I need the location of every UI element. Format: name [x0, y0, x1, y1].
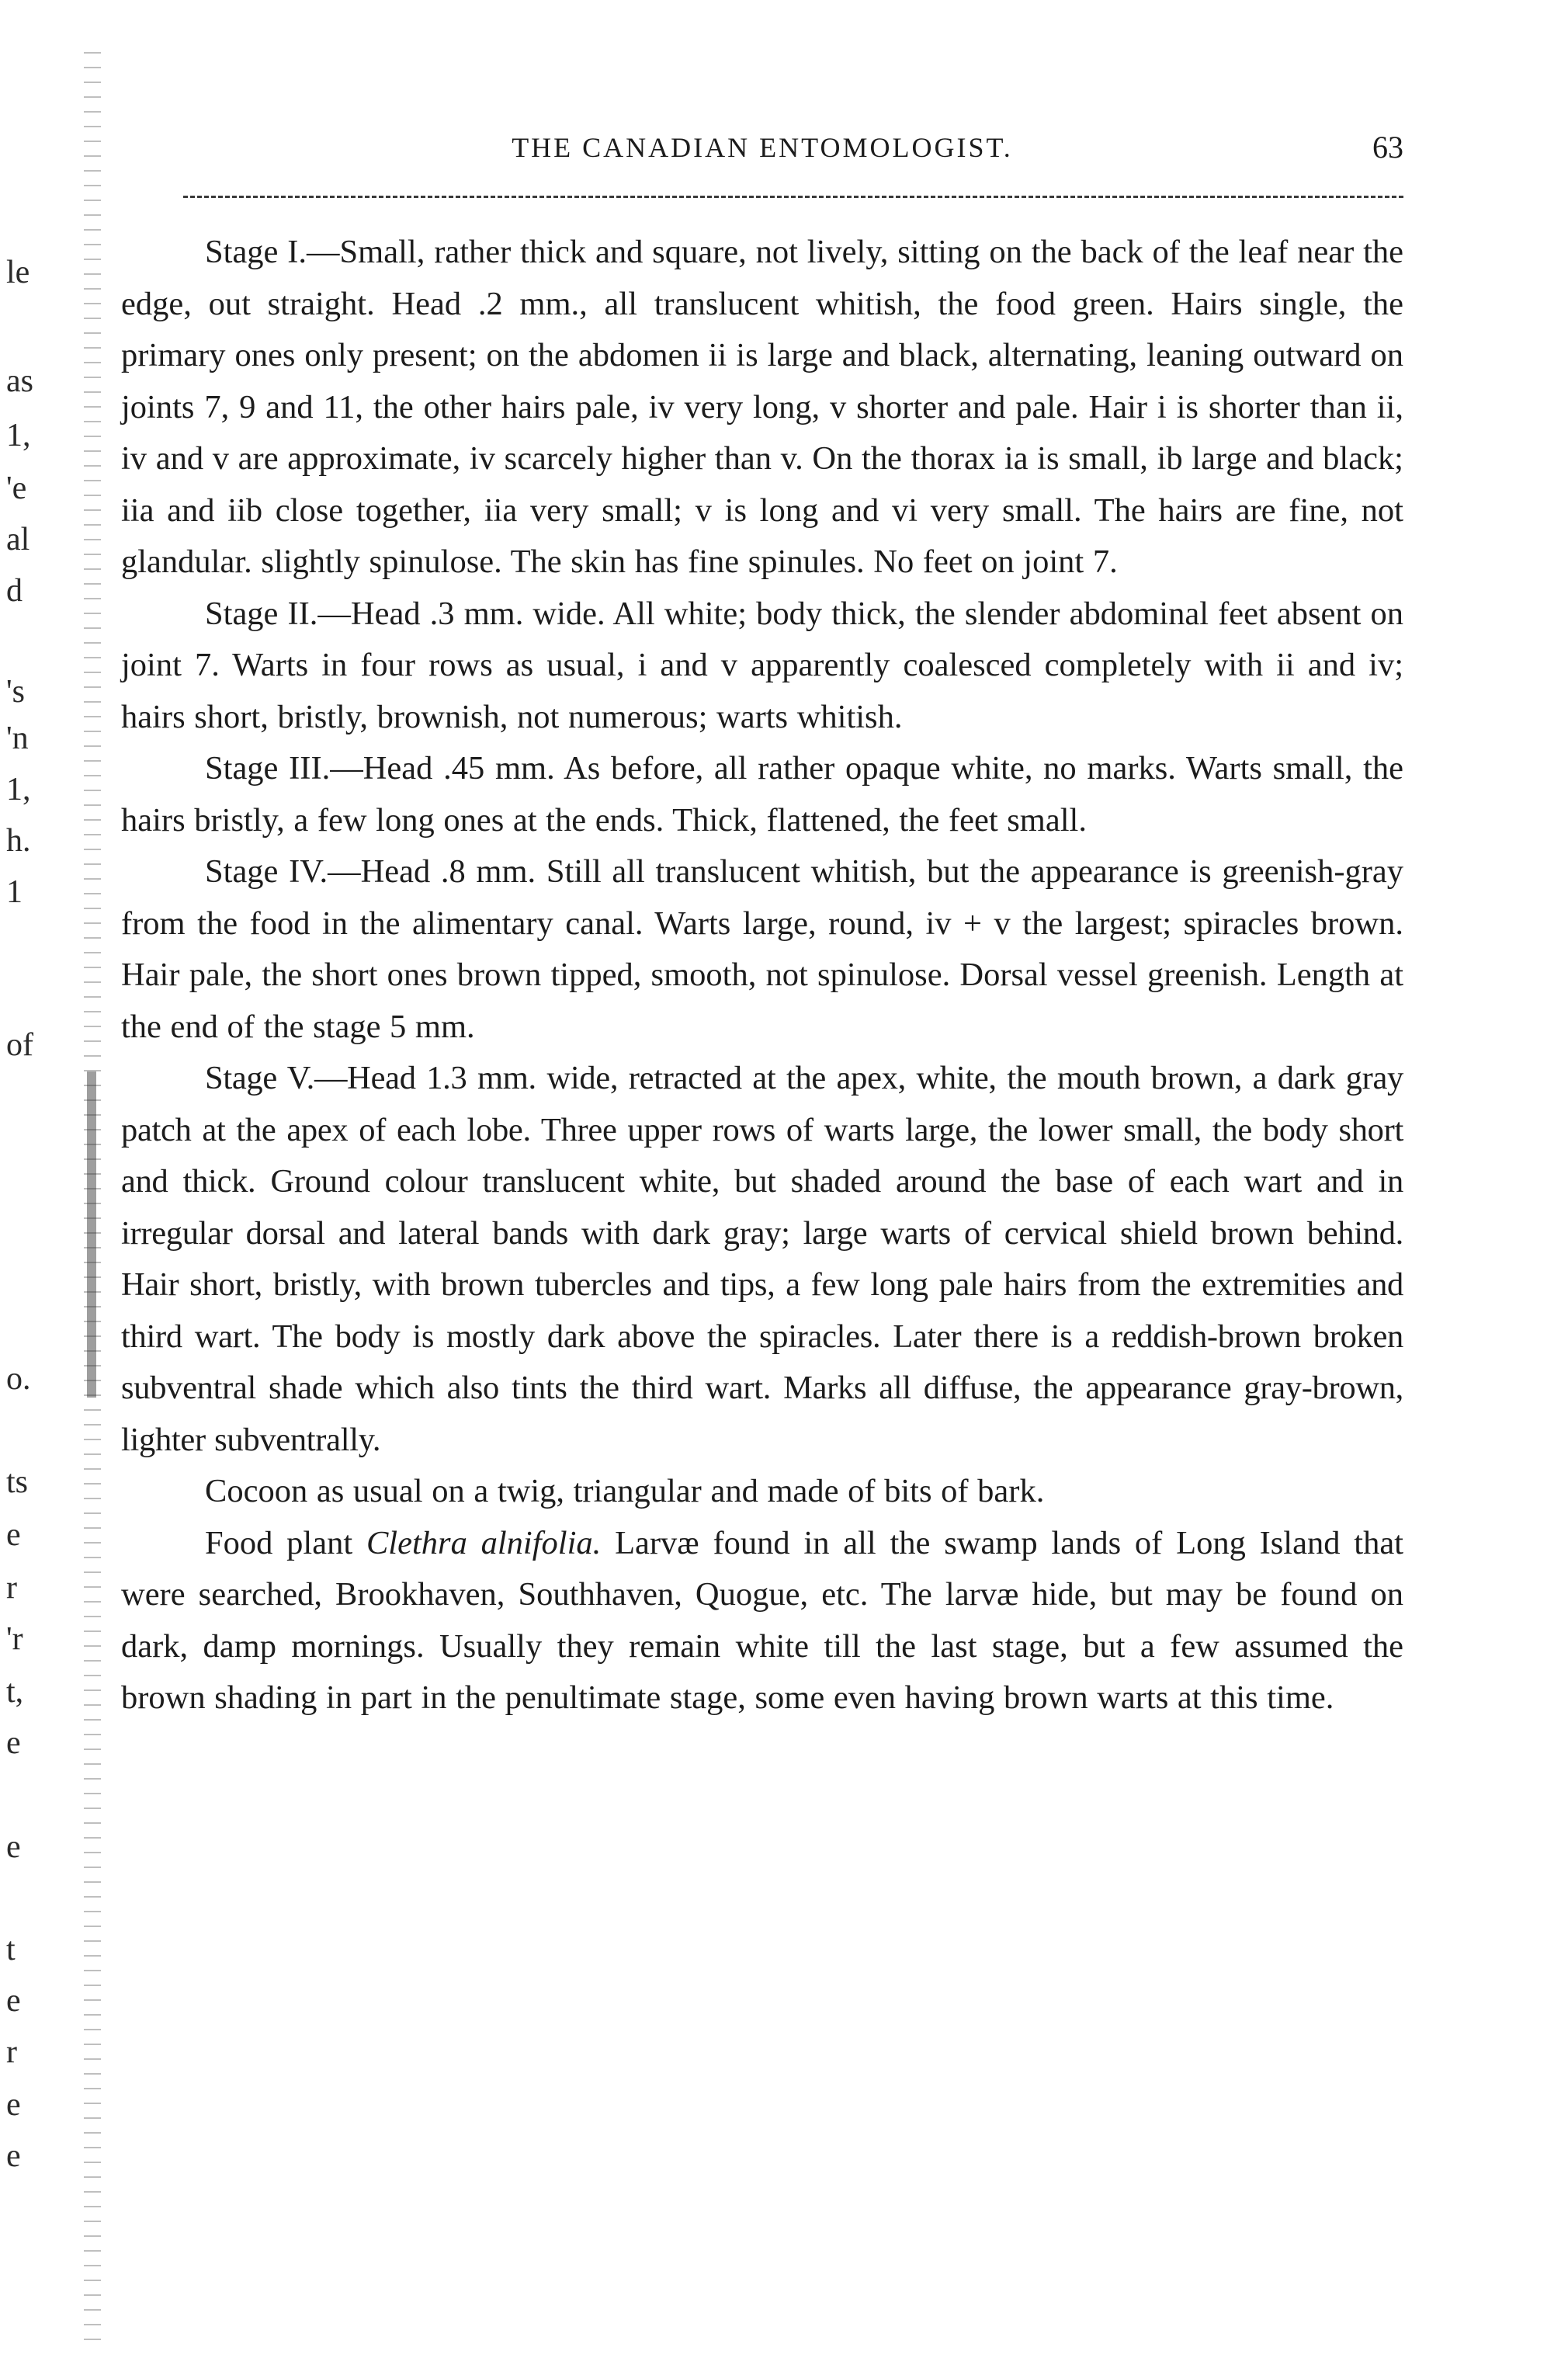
- bleed-fragment: e: [6, 2087, 21, 2123]
- bleed-fragment: e: [6, 1983, 21, 2019]
- bleed-fragment: al: [6, 522, 30, 557]
- article-body: [121, 227, 1403, 1724]
- bleed-fragment: ts: [6, 1464, 29, 1500]
- bleed-fragment: d: [6, 573, 23, 609]
- margin-bleed-through: [0, 0, 78, 2358]
- paragraph-stage-4: Stage IV.—Head .8 mm. Still all translucent whitish, but the appearance is greenish-gray from the food in the alimentary canal. Warts large, round, iv + v the largest; spiracles brown. Hair pale, the short ones brown tipped, smooth, not spinulose. Dorsal vessel greenish. Length at the end of the stage 5 mm.: [121, 853, 1403, 1045]
- bleed-fragment: 1,: [6, 772, 31, 807]
- bleed-fragment: e: [6, 1829, 21, 1865]
- bleed-fragment: 'e: [6, 471, 27, 506]
- journal-title: THE CANADIAN ENTOMOLOGIST.: [512, 132, 1013, 163]
- bleed-fragment: 'r: [6, 1621, 23, 1657]
- bleed-fragment: 's: [6, 674, 25, 710]
- species-name: Clethra alnifolia.: [366, 1524, 602, 1561]
- paragraph-stage-1: Stage I.—Small, rather thick and square, not lively, sitting on the back of the leaf near the edge, out straight. Head .2 mm., all translucent whitish, the food green. Hairs single, the primary ones only present; on the abdomen ii is large and black, alternating, leaning outward on joints 7, 9 and 11, the other hairs pale, iv very long, v shorter and pale. Hair i is shorter than ii, iv and v are approximate, iv scarcely higher than v. On the thorax ia is small, ib large and black; iia and iib close together, iia very small; v is long and vi very small. The hairs are fine, not glandular. slightly spinulose. The skin has fine spinules. No feet on joint 7.: [121, 234, 1403, 580]
- bleed-fragment: 1: [6, 874, 23, 910]
- bleed-fragment: le: [6, 255, 30, 290]
- bleed-fragment: r: [6, 2034, 17, 2070]
- bleed-fragment: 1,: [6, 418, 31, 453]
- bleed-fragment: 'n: [6, 721, 29, 756]
- bleed-fragment: t,: [6, 1674, 24, 1710]
- bleed-fragment: o.: [6, 1361, 31, 1397]
- bleed-fragment: r: [6, 1570, 17, 1606]
- paragraph-cocoon: Cocoon as usual on a twig, triangular and made of bits of bark.: [205, 1473, 1045, 1509]
- bleed-fragment: of: [6, 1027, 33, 1063]
- food-plant-text: Larvæ found in all the swamp lands of Long Island that were searched, Brookhaven, Southhaven, Quogue, etc. The larvæ hide, but may be found on dark, damp mornings. Usually they remain white till the last stage, but a few assumed the brown shading in part in the penultimate stage, some even having brown warts at this time.: [121, 1524, 1403, 1716]
- bleed-fragment: e: [6, 2138, 21, 2174]
- food-plant-lead: Food plant: [205, 1524, 366, 1561]
- bleed-fragment: as: [6, 363, 33, 399]
- binding-shadow: [87, 1071, 96, 1398]
- bleed-fragment: e: [6, 1517, 21, 1553]
- header-rule: [183, 196, 1403, 198]
- bleed-fragment: t: [6, 1932, 16, 1967]
- paragraph-stage-5: Stage V.—Head 1.3 mm. wide, retracted at the apex, white, the mouth brown, a dark gray patch at the apex of each lobe. Three upper rows of warts large, the lower small, the body short and thick. Ground colour translucent white, but shaded around the base of each wart and in irregular dorsal and lateral bands with dark gray; large warts of cervical shield brown behind. Hair short, bristly, with brown tubercles and tips, a few long pale hairs from the extremities and third wart. The body is mostly dark above the spiracles. Later there is a reddish-brown broken subventral shade which also tints the third wart. Marks all diffuse, the appearance gray-brown, lighter subventrally.: [121, 1060, 1403, 1458]
- running-head: [121, 124, 1403, 171]
- paragraph-stage-3: Stage III.—Head .45 mm. As before, all rather opaque white, no marks. Warts small, the hairs bristly, a few long ones at the ends. Thick, flattened, the feet small.: [121, 750, 1403, 839]
- bleed-fragment: h.: [6, 823, 31, 859]
- paragraph-food-plant: [121, 1518, 1403, 1724]
- page-number: 63: [1372, 130, 1403, 165]
- bleed-fragment: e: [6, 1725, 21, 1761]
- paragraph-stage-2: Stage II.—Head .3 mm. wide. All white; body thick, the slender abdominal feet absent on joint 7. Warts in four rows as usual, i and v apparently coalesced completely with ii and iv; hairs short, bristly, brownish, not numerous; warts whitish.: [121, 595, 1403, 735]
